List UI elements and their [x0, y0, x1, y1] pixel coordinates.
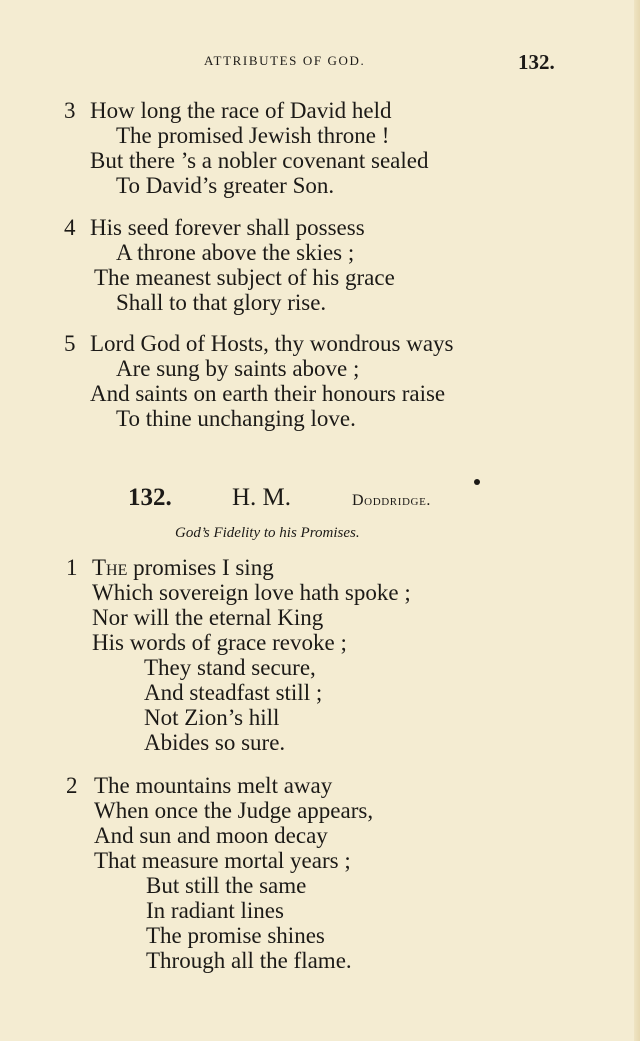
verse-line-rest: promises I sing — [127, 555, 274, 580]
verse-line: The promised Jewish throne ! — [116, 123, 390, 148]
stanza-number: 4 — [64, 215, 76, 240]
hymn-subtitle: God’s Fidelity to his Promises. — [175, 525, 360, 541]
verse-line: Lord God of Hosts, thy wondrous ways — [90, 331, 454, 356]
verse-line: The mountains melt away — [94, 773, 333, 798]
hymn-composer: Doddridge. — [352, 492, 431, 509]
verse-line: The meanest subject of his grace — [94, 265, 395, 290]
verse-line: Are sung by saints above ; — [116, 356, 360, 381]
stanza-number: 2 — [66, 773, 78, 798]
verse-line: How long the race of David held — [90, 98, 392, 123]
stanza-number: 3 — [64, 98, 76, 123]
page-edge — [634, 0, 640, 1041]
running-head: ATTRIBUTES OF GOD. — [204, 53, 366, 68]
verse-line: Abides so sure. — [144, 730, 286, 755]
verse-line-first — [92, 555, 274, 580]
verse-line: In radiant lines — [146, 898, 284, 923]
verse-line: Shall to that glory rise. — [116, 290, 327, 315]
verse-line: A throne above the skies ; — [116, 240, 355, 265]
stanza-number: 1 — [66, 555, 78, 580]
verse-line: Not Zion’s hill — [144, 705, 280, 730]
page-number: 132. — [518, 50, 555, 74]
verse-line: But there ’s a nobler covenant sealed — [90, 148, 429, 173]
verse-line: And saints on earth their honours raise — [90, 381, 446, 406]
verse-line: The promise shines — [146, 923, 325, 948]
verse-line: And sun and moon decay — [94, 823, 328, 848]
verse-line: That measure mortal years ; — [94, 848, 351, 873]
stanza-number: 5 — [64, 331, 76, 356]
verse-line: Through all the flame. — [146, 948, 352, 973]
verse-line: Which sovereign love hath spoke ; — [92, 580, 411, 605]
verse-line: Nor will the eternal King — [92, 605, 324, 630]
drop-word: The — [92, 555, 128, 580]
verse-line: To thine unchanging love. — [116, 406, 356, 431]
verse-line: But still the same — [146, 873, 307, 898]
hymn-heading — [0, 484, 640, 516]
verse-line: His seed forever shall possess — [90, 215, 365, 240]
verse-line: And steadfast still ; — [144, 680, 323, 705]
verse-line: His words of grace revoke ; — [92, 630, 347, 655]
verse-line: They stand secure, — [144, 655, 316, 680]
ornament-dot — [474, 479, 480, 485]
hymn-number: 132. — [128, 484, 172, 511]
hymn-meter: H. M. — [232, 484, 292, 511]
verse-line: To David’s greater Son. — [116, 173, 335, 198]
page-header — [0, 50, 640, 74]
verse-line: When once the Judge appears, — [94, 798, 374, 823]
